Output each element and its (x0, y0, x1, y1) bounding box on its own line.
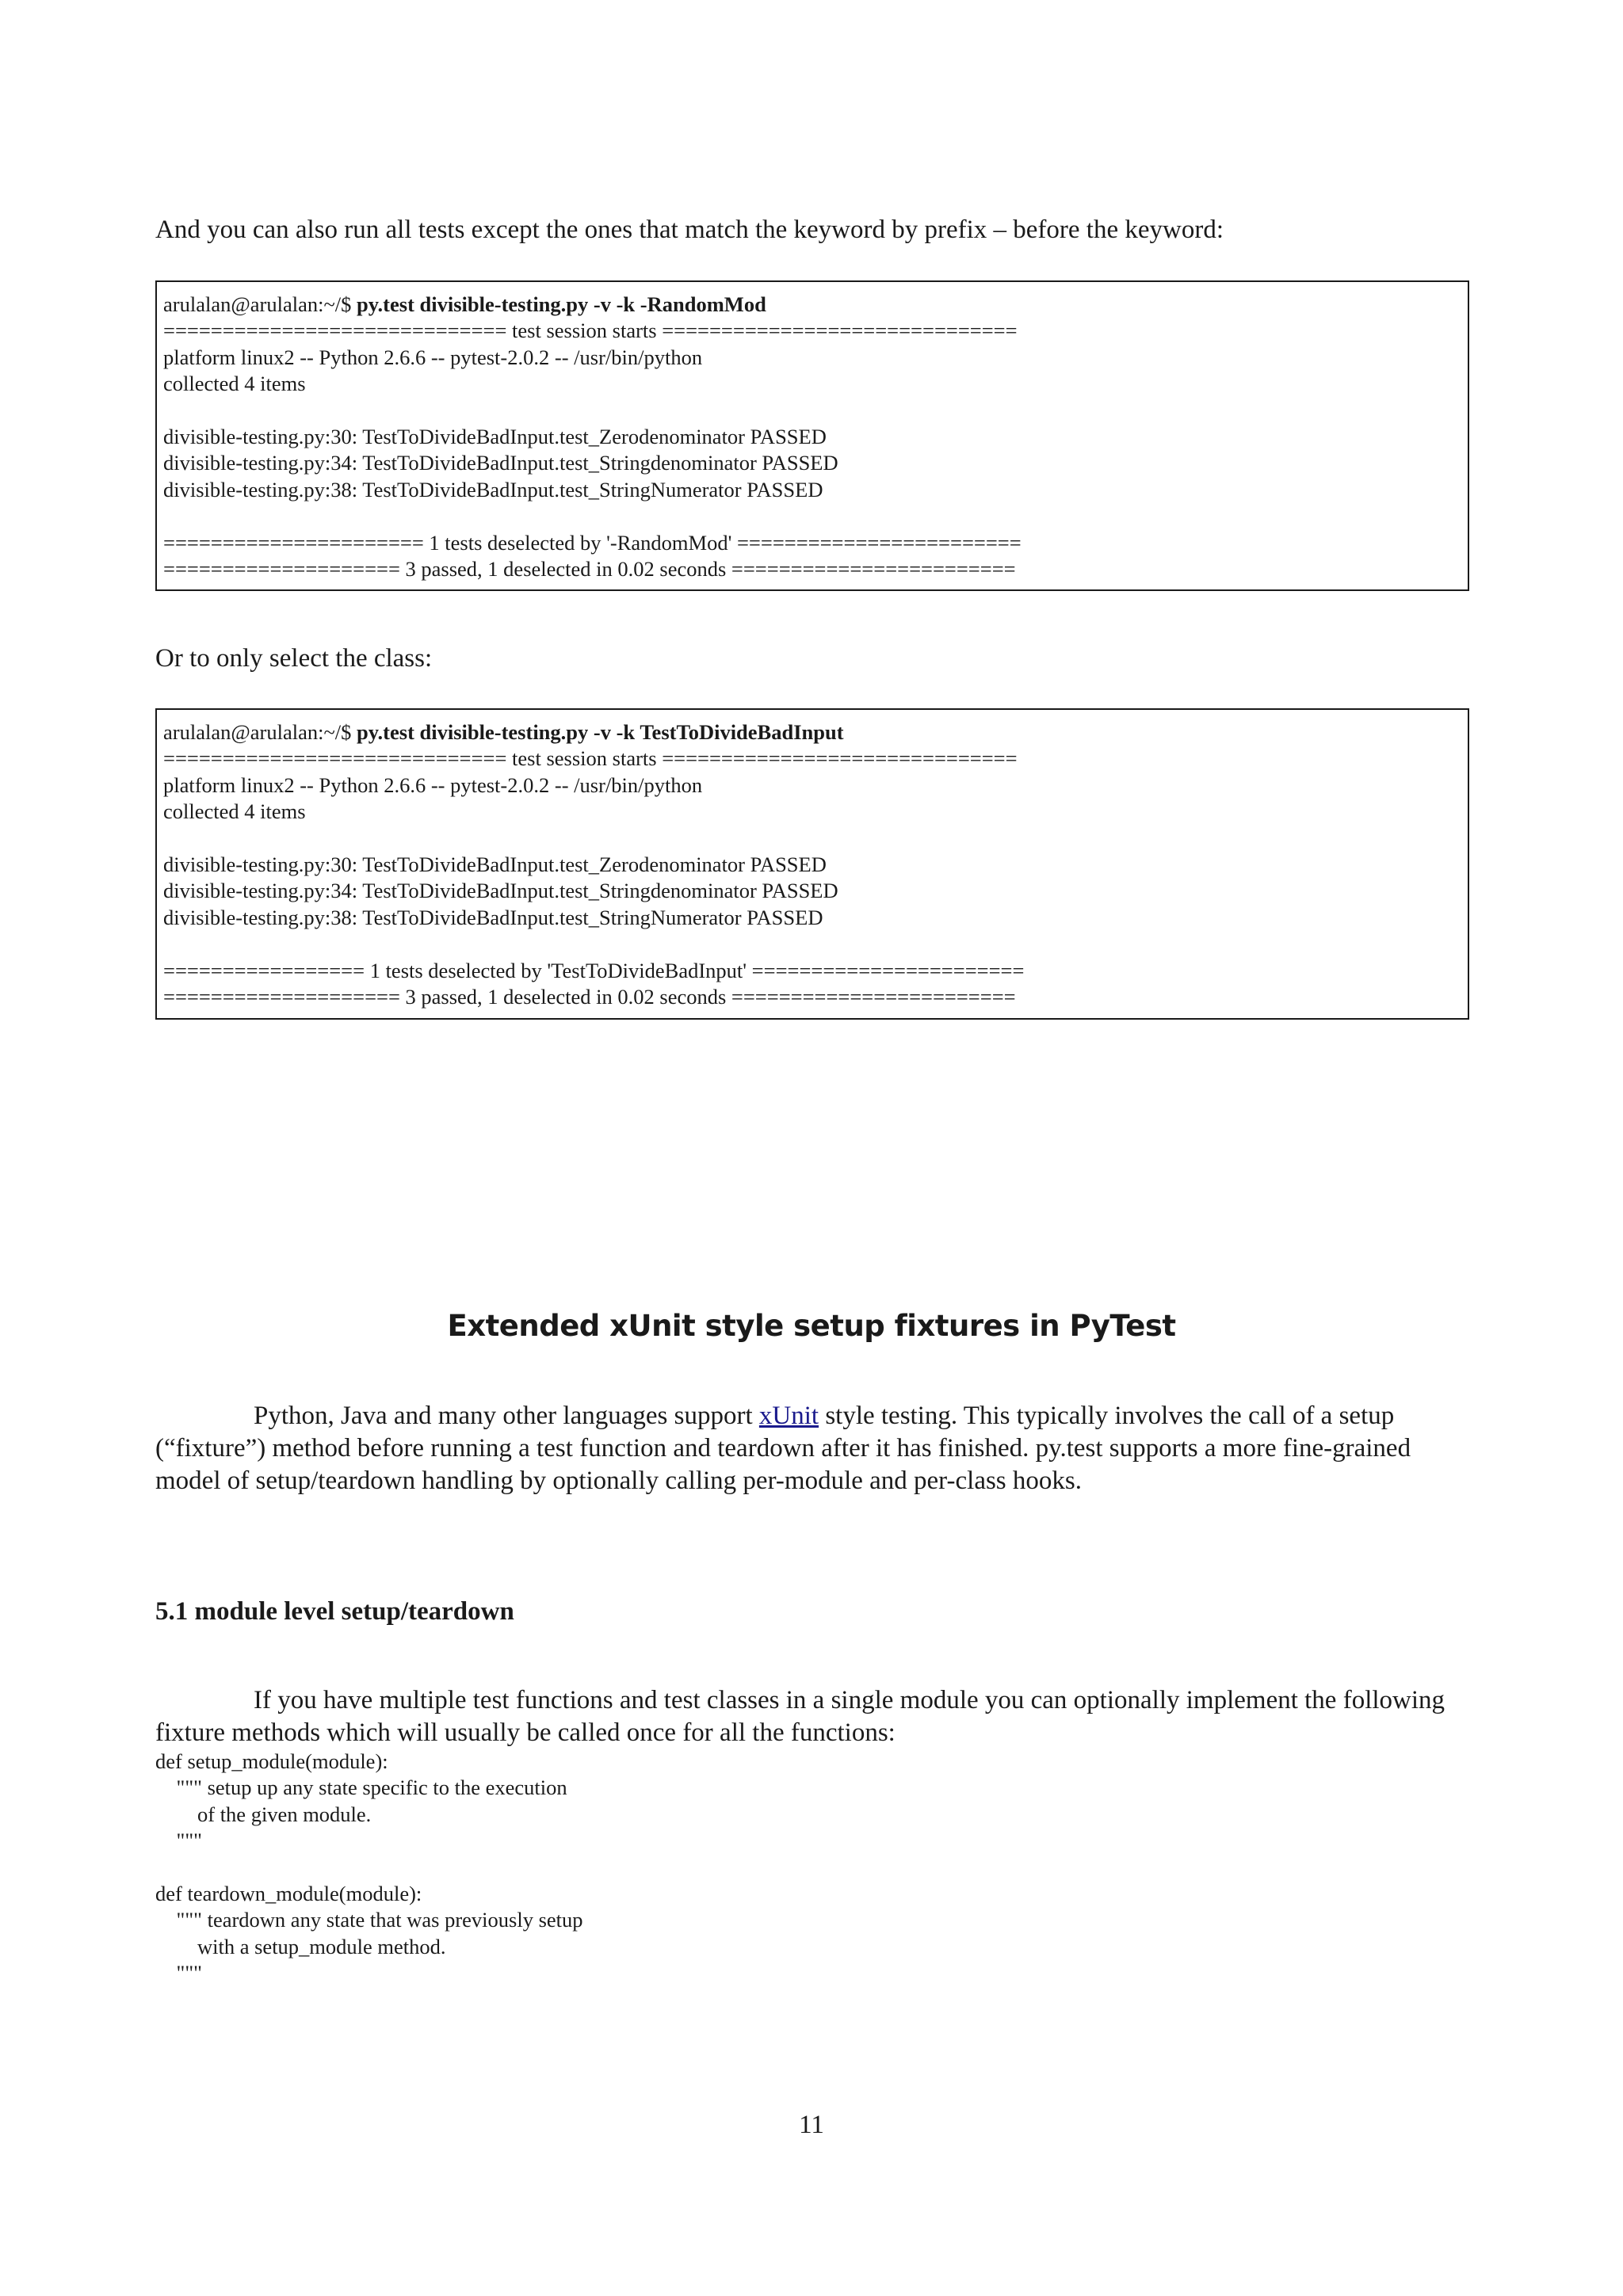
code-block-module-fixtures (155, 1749, 583, 1987)
terminal-line: platform linux2 -- Python 2.6.6 -- pytest-2.0.2 -- /usr/bin/python (163, 345, 703, 369)
terminal-line (163, 398, 1461, 424)
code-line: def teardown_module(module): (155, 1881, 422, 1905)
terminal-line: divisible-testing.py:38: TestToDivideBadInput.test_StringNumerator PASSED (163, 477, 823, 502)
terminal-command: py.test divisible-testing.py -v -k -RandomMod (357, 292, 766, 316)
paragraph-xunit-intro (155, 1400, 1471, 1497)
page-number: 11 (799, 2111, 824, 2139)
section-heading: Extended xUnit style setup fixtures in PyTest (447, 1309, 1176, 1343)
terminal-line: ==================== 3 passed, 1 deselected in 0.02 seconds ======================== (163, 984, 1016, 1009)
terminal-line: ============================= test session starts ============================== (163, 746, 1018, 771)
code-line: """ (155, 1829, 202, 1853)
code-line: """ (155, 1961, 202, 1985)
terminal-line: ============================= test session starts ============================== (163, 318, 1018, 343)
terminal-prompt: arulalan@arulalan:~/$ (163, 720, 357, 744)
paragraph-module-fixtures: If you have multiple test functions and test classes in a single module you can optionally implement the following fixture methods which will usually be called once for all the functions: (155, 1686, 1445, 1747)
terminal-line: divisible-testing.py:34: TestToDivideBadInput.test_Stringdenominator PASSED (163, 879, 838, 903)
intro-text-after: style testing. This typically involves the call of a setup (“fixture”) method before running a test function and teardown after it has finished. py.test supports a more fine-grained model of setup/teardown handling by optionally calling per-module and per-class hooks. (155, 1402, 1411, 1495)
code-line (155, 1855, 583, 1881)
code-line: of the given module. (155, 1802, 372, 1826)
terminal-line: divisible-testing.py:30: TestToDivideBadInput.test_Zerodenominator PASSED (163, 852, 827, 876)
xunit-link[interactable]: xUnit (758, 1402, 819, 1430)
terminal-line: collected 4 items (163, 799, 306, 824)
terminal-line (163, 503, 1461, 529)
terminal-output-exclude (155, 280, 1469, 591)
terminal-line (163, 931, 1461, 957)
terminal-command-line (163, 292, 1461, 318)
terminal-line: ====================== 1 tests deselected by '-RandomMod' ======================== (163, 530, 1022, 555)
terminal-line: divisible-testing.py:38: TestToDivideBadInput.test_StringNumerator PASSED (163, 905, 823, 929)
terminal-command: py.test divisible-testing.py -v -k TestToDivideBadInput (357, 720, 844, 744)
code-line: def setup_module(module): (155, 1749, 388, 1773)
terminal-line: divisible-testing.py:34: TestToDivideBadInput.test_Stringdenominator PASSED (163, 451, 838, 475)
intro-text-before: Python, Java and many other languages support (254, 1402, 759, 1430)
code-line: with a setup_module method. (155, 1934, 446, 1958)
terminal-line: collected 4 items (163, 372, 306, 396)
terminal-line: divisible-testing.py:30: TestToDivideBadInput.test_Zerodenominator PASSED (163, 424, 827, 448)
subsection-heading: 5.1 module level setup/teardown (155, 1597, 514, 1626)
terminal-command-line (163, 719, 1461, 746)
code-line: """ setup up any state specific to the execution (155, 1775, 567, 1800)
paragraph-exclude-keyword: And you can also run all tests except the ones that match the keyword by prefix – before the keyword: (155, 215, 1224, 244)
terminal-prompt: arulalan@arulalan:~/$ (163, 292, 357, 316)
code-line: """ teardown any state that was previously setup (155, 1908, 583, 1932)
terminal-line: platform linux2 -- Python 2.6.6 -- pytest-2.0.2 -- /usr/bin/python (163, 772, 703, 797)
terminal-output-select-class (155, 708, 1469, 1020)
terminal-line (163, 826, 1461, 852)
terminal-line: ==================== 3 passed, 1 deselected in 0.02 seconds ======================== (163, 556, 1016, 581)
terminal-line: ================= 1 tests deselected by 'TestToDivideBadInput' ======================= (163, 958, 1025, 982)
paragraph-select-class: Or to only select the class: (155, 644, 433, 673)
